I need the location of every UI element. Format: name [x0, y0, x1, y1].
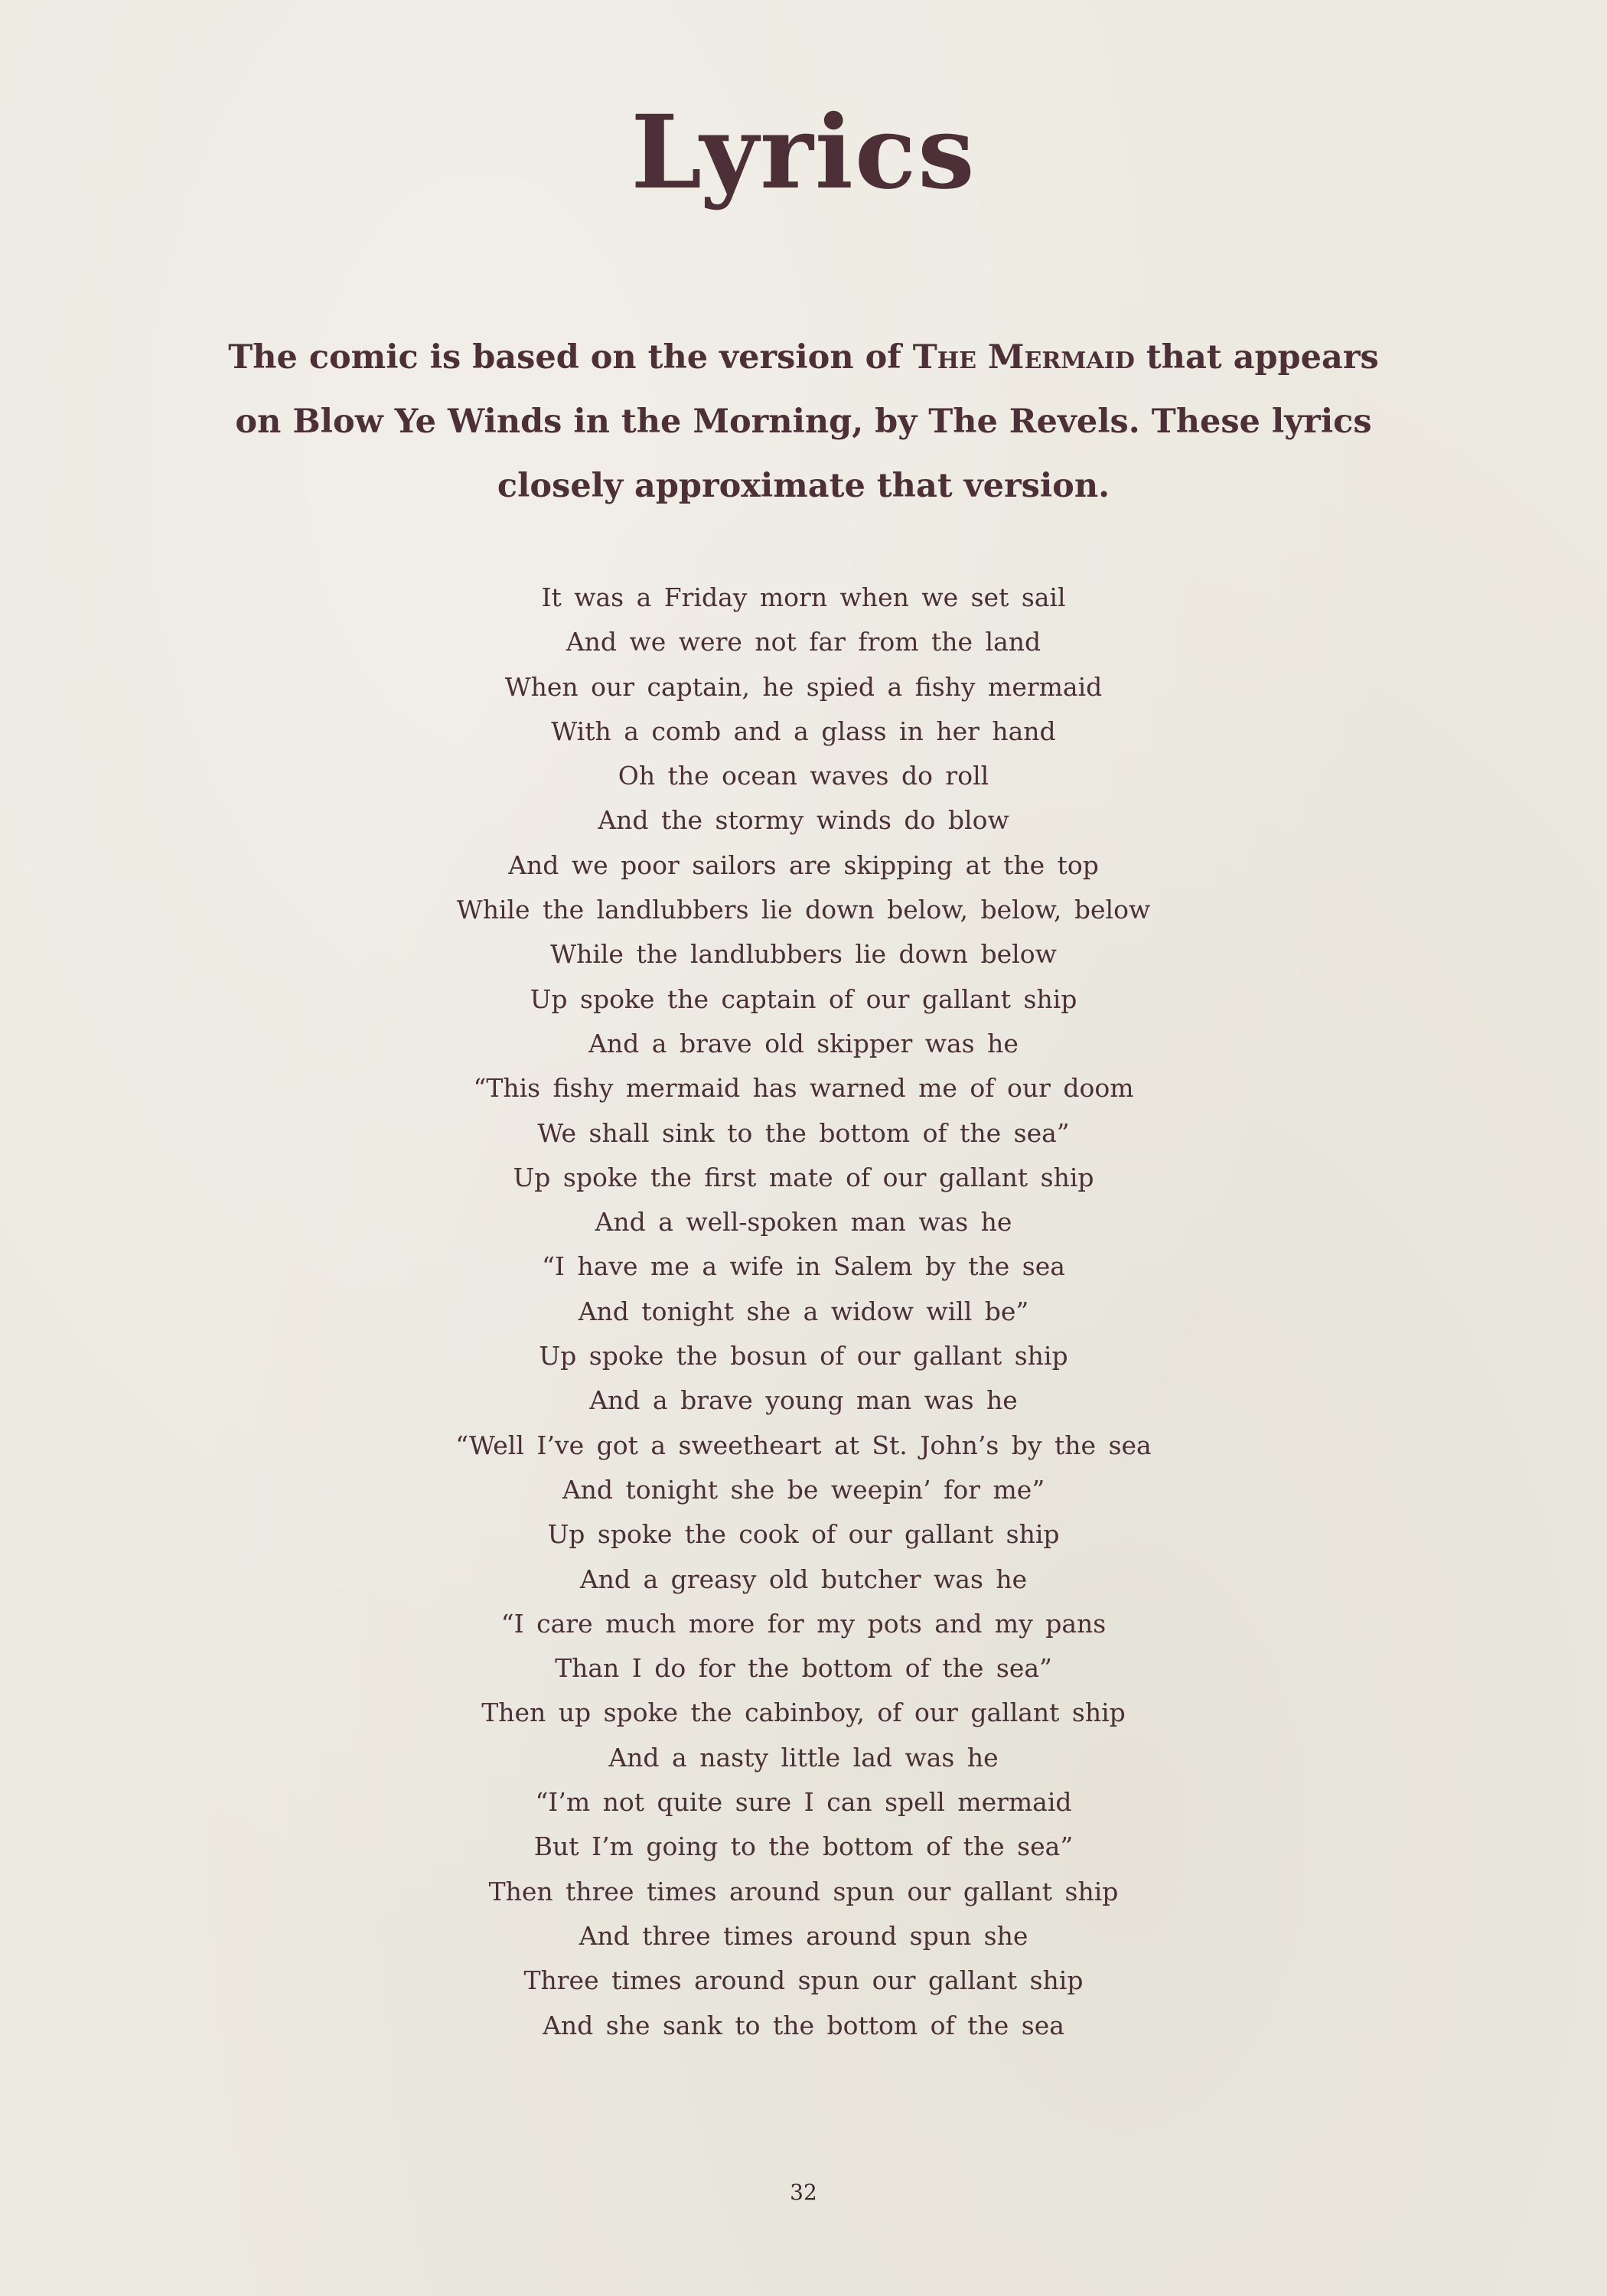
lyric-line: And a greasy old butcher was he: [579, 1564, 1028, 1594]
lyric-line: And tonight she a widow will be”: [578, 1296, 1029, 1326]
lyric-line: While the landlubbers lie down below, below, below: [456, 895, 1151, 925]
intro-text-after: that appears on Blow Ye Winds in the Morning, by The Revels. These lyrics closely approximate that version.: [235, 338, 1379, 505]
lyric-line: And a well-spoken man was he: [595, 1207, 1012, 1238]
lyric-line: And a brave old skipper was he: [588, 1028, 1019, 1058]
lyric-line: Up spoke the first mate of our gallant ship: [513, 1162, 1094, 1192]
lyric-line: Than I do for the bottom of the sea”: [555, 1653, 1052, 1684]
lyric-line: “I’m not quite sure I can spell mermaid: [535, 1787, 1072, 1818]
intro-text-before: The comic is based on the version of: [228, 338, 913, 377]
lyric-line: When our captain, he spied a fishy mermaid: [504, 671, 1103, 702]
lyric-line: And she sank to the bottom of the sea: [543, 2010, 1064, 2040]
lyric-line: And three times around spun she: [579, 1920, 1028, 1951]
intro-paragraph: [214, 325, 1393, 518]
lyric-line: “I have me a wife in Salem by the sea: [542, 1251, 1065, 1282]
page-title: Lyrics: [631, 93, 976, 212]
lyric-line: Up spoke the captain of our gallant ship: [530, 983, 1077, 1014]
lyric-line: We shall sink to the bottom of the sea”: [537, 1117, 1070, 1148]
lyric-line: And we were not far from the land: [566, 627, 1041, 657]
lyric-line: It was a Friday morn when we set sail: [541, 582, 1066, 612]
lyric-line: “This fishy mermaid has warned me of our doom: [473, 1073, 1134, 1104]
lyric-line: And tonight she be weepin’ for me”: [562, 1474, 1045, 1505]
lyric-line: Oh the ocean waves do roll: [618, 761, 989, 791]
lyric-line: Up spoke the cook of our gallant ship: [547, 1519, 1060, 1550]
lyric-line: “I care much more for my pots and my pans: [500, 1608, 1107, 1639]
lyric-line: Then up spoke the cabinboy, of our gallant ship: [481, 1698, 1126, 1728]
lyric-line: “Well I’ve got a sweetheart at St. John’s by the sea: [455, 1430, 1152, 1460]
lyric-line: But I’m going to the bottom of the sea”: [533, 1831, 1074, 1862]
lyric-line: Up spoke the bosun of our gallant ship: [539, 1341, 1068, 1371]
lyric-line: While the landlubbers lie down below: [550, 939, 1057, 970]
lyric-line: And a brave young man was he: [589, 1385, 1018, 1416]
lyric-line: Then three times around spun our gallant ship: [488, 1876, 1119, 1906]
lyric-line: And the stormy winds do blow: [598, 805, 1009, 836]
lyric-line: With a comb and a glass in her hand: [551, 716, 1056, 746]
lyric-line: And a nasty little lad was he: [608, 1742, 999, 1773]
song-title: The Mermaid: [912, 338, 1135, 377]
lyrics-list: [0, 576, 1607, 2048]
page-number: 32: [790, 2180, 817, 2205]
lyric-line: And we poor sailors are skipping at the top: [508, 850, 1099, 880]
lyric-line: Three times around spun our gallant ship: [523, 1965, 1084, 1996]
